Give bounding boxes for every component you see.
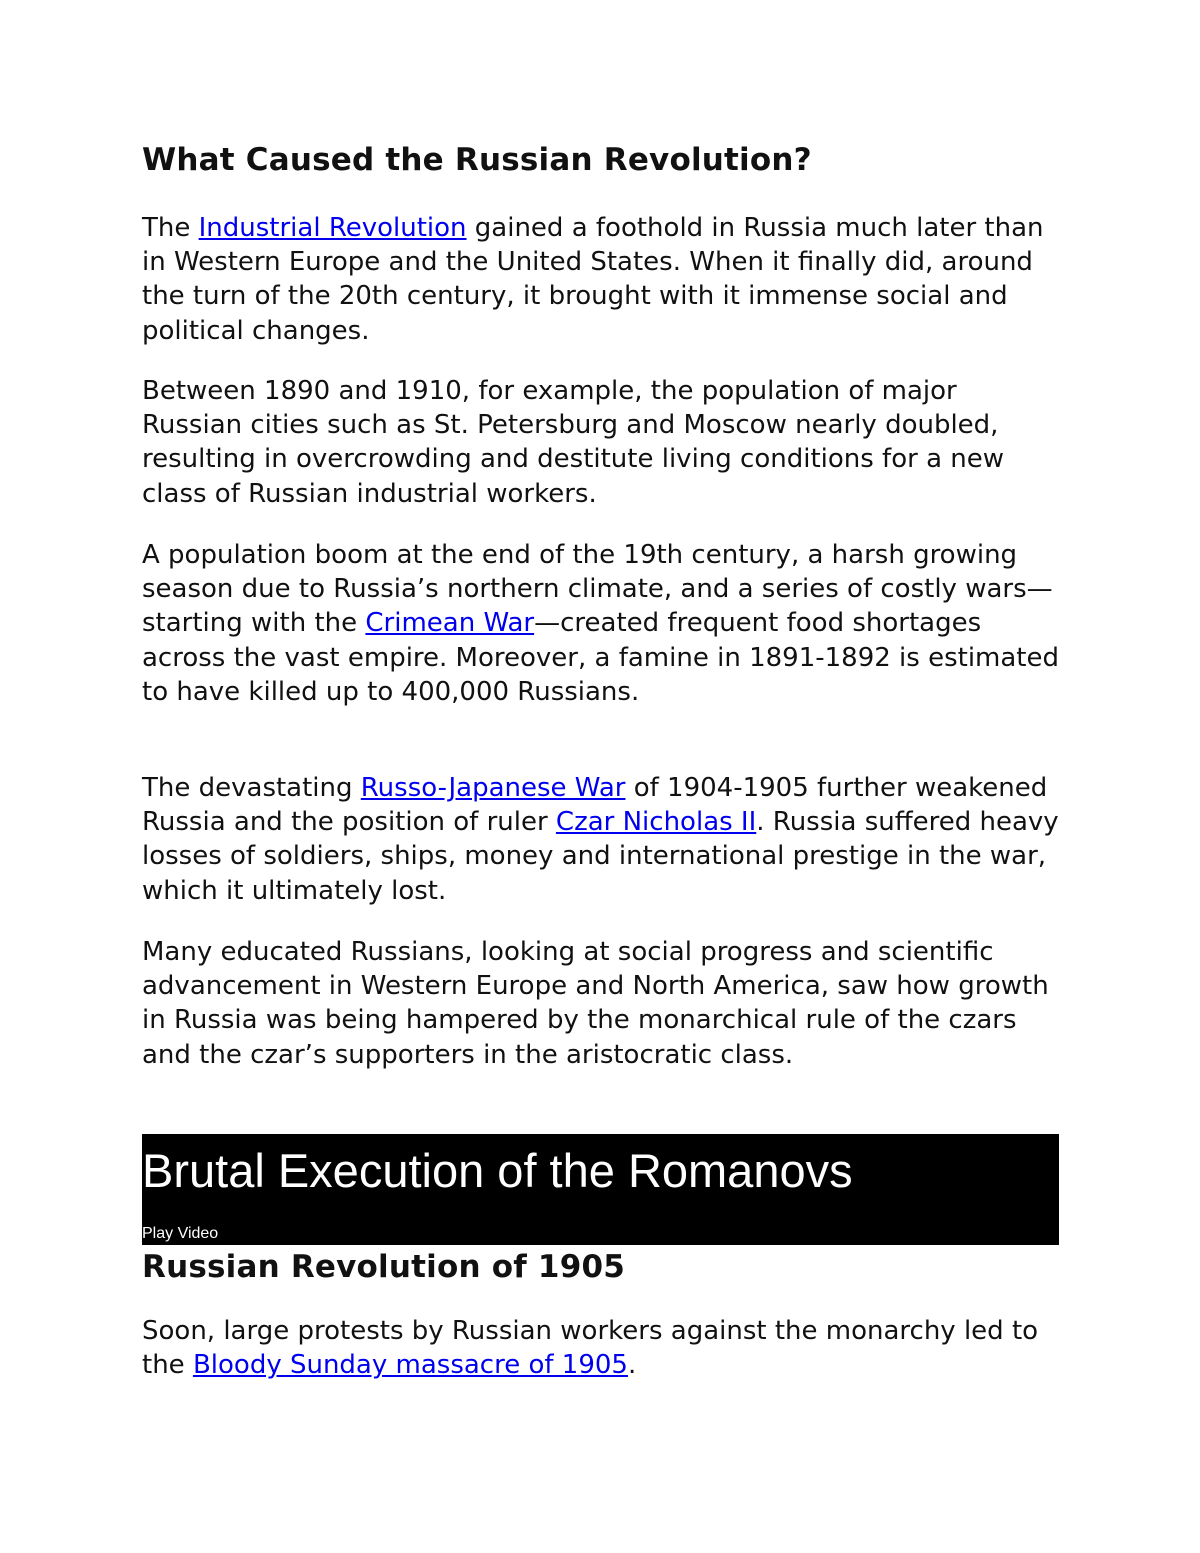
- czar-nicholas-ii-link[interactable]: Czar Nicholas II: [555, 807, 757, 838]
- paragraph-russo-japanese-war: [142, 771, 1062, 908]
- video-title: Brutal Execution of the Romanovs: [142, 1144, 853, 1197]
- paragraph-food-shortages: [142, 538, 1062, 709]
- paragraph-text: The: [142, 213, 199, 243]
- paragraph-text: . Russia suffered heavy losses of soldiers, ships, money and international prestige in the war, which it ultimately lost.: [142, 807, 1059, 906]
- russo-japanese-war-link[interactable]: Russo-Japanese War: [360, 773, 626, 803]
- paragraph-text: A population boom at the end of the 19th century, a harsh growing season due to Russia’s northern climate, and a series of costly wars—starting with the: [142, 540, 1053, 639]
- video-player[interactable]: [142, 1134, 1059, 1245]
- section-heading: Russian Revolution of 1905: [142, 1249, 626, 1285]
- paragraph-text: Between 1890 and 1910, for example, the population of major Russian cities such as St. Petersburg and Moscow nearly doubled, resulting in overcrowding and destitute living conditions for a new class of Russian industrial workers.: [142, 376, 1005, 509]
- paragraph-text: The devastating: [142, 773, 361, 803]
- paragraph-text: Many educated Russians, looking at social progress and scientific advancement in Western Europe and North America, saw how growth in Russia was being hampered by the monarchical rule of the czars and the czar’s supporters in the aristocratic class.: [142, 937, 1049, 1070]
- paragraph-industrial-revolution: [142, 211, 1062, 348]
- paragraph-text: gained a foothold in Russia much later than in Western Europe and the United States. When it finally did, around the turn of the 20th century, it brought with it immense social and political changes.: [142, 213, 1044, 346]
- paragraph-bloody-sunday: [142, 1314, 1062, 1382]
- paragraph-text: —created frequent food shortages across the vast empire. Moreover, a famine in 1891-1892 is estimated to have killed up to 400,000 Russians.: [142, 608, 1059, 707]
- paragraph-text: of 1904-1905 further weakened Russia and the position of ruler: [142, 773, 1048, 838]
- bloody-sunday-link[interactable]: Bloody Sunday massacre of 1905: [192, 1350, 628, 1381]
- article-heading: What Caused the Russian Revolution?: [142, 142, 812, 178]
- paragraph-educated-russians: [142, 935, 1062, 1072]
- paragraph-population: [142, 374, 1062, 511]
- paragraph-text: .: [627, 1350, 637, 1381]
- paragraph-text: Soon, large protests by Russian workers against the monarchy led to the: [142, 1316, 1039, 1381]
- industrial-revolution-link[interactable]: Industrial Revolution: [198, 213, 467, 243]
- play-video-button[interactable]: Play Video: [142, 1225, 219, 1242]
- crimean-war-link[interactable]: Crimean War: [365, 608, 535, 639]
